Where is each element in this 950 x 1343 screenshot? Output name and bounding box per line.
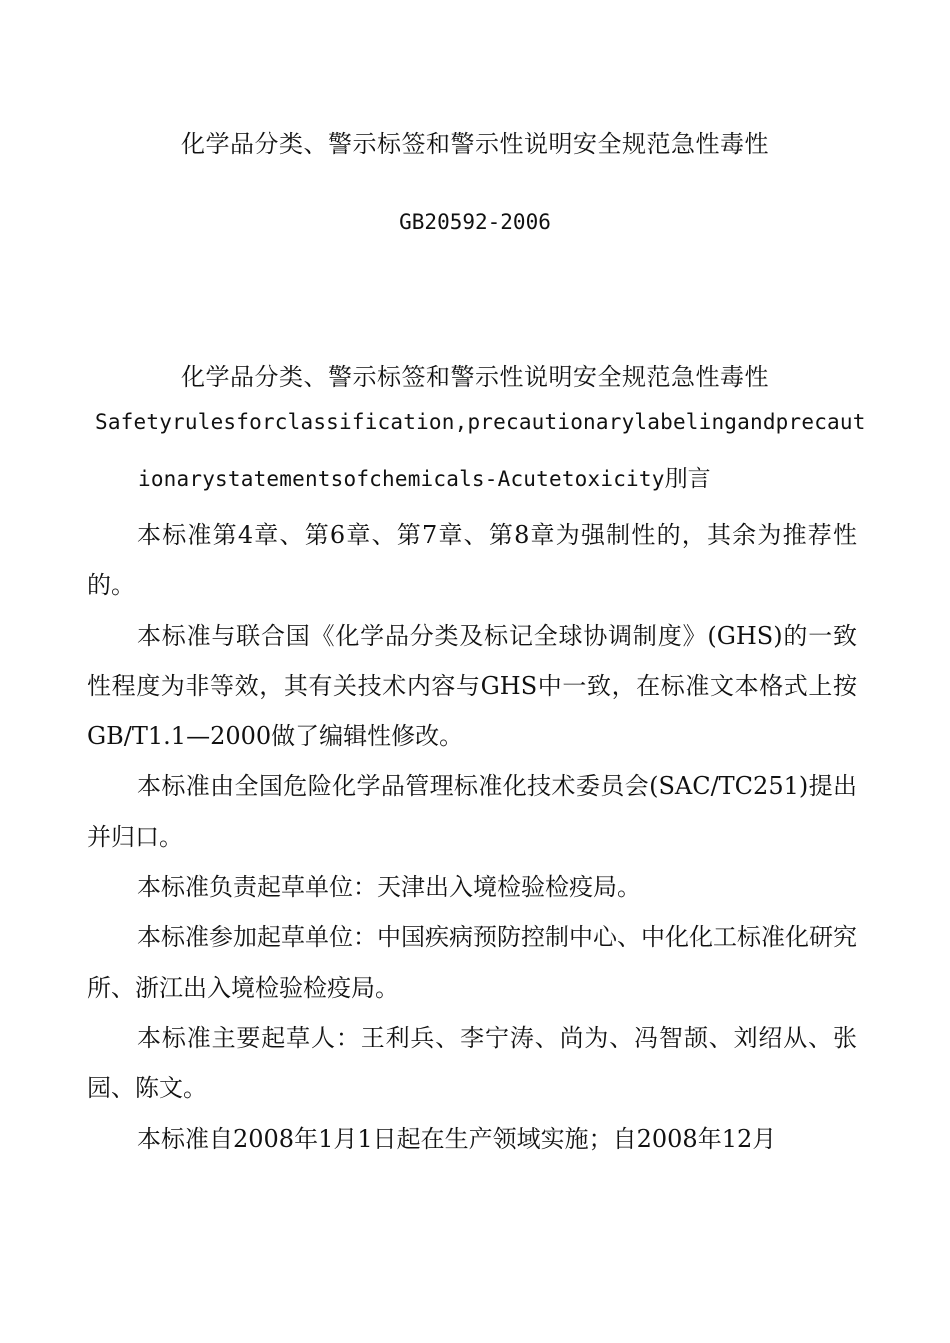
english-title-line-2	[138, 460, 711, 493]
foreword-heading: 刖言	[664, 466, 711, 492]
paragraph-mandatory-chapters: 本标准第4章、第6章、第7章、第8章为强制性的，其余为推荐性的。	[87, 521, 857, 600]
paragraph-implementation-date: 本标准自2008年1月1日起在生产领域实施；自2008年12月	[137, 1124, 777, 1153]
standard-code: GB20592-2006	[399, 210, 551, 234]
paragraph-participating-units: 本标准参加起草单位：中国疾病预防控制中心、中化化工标准化研究所、浙江出入境检验检疫局。	[87, 923, 857, 1002]
cover-title: 化学品分类、警示标签和警示性说明安全规范急性毒性	[181, 363, 769, 391]
english-title-line-2-text: ionarystatementsofchemicals-Acutetoxicity	[138, 467, 665, 491]
paragraph-main-drafters: 本标准主要起草人：王利兵、李宁涛、尚为、冯智颉、刘绍从、张园、陈文。	[87, 1023, 857, 1103]
foreword-body	[87, 510, 857, 1164]
document-title: 化学品分类、警示标签和警示性说明安全规范急性毒性	[181, 130, 769, 158]
paragraph-ghs-consistency: 本标准与联合国《化学品分类及标记全球协调制度》(GHS)的一致性程度为非等效，其有关技术内容与GHS中一致，在标准文本格式上按GB/T1.1—2000做了编辑性修改。	[87, 621, 857, 751]
paragraph-drafting-unit: 本标准负责起草单位：天津出入境检验检疫局。	[137, 873, 641, 902]
paragraph-proposing-committee: 本标准由全国危险化学品管理标准化技术委员会(SAC/TC251)提出并归口。	[87, 772, 857, 851]
english-title-line-1: Safetyrulesforclassification,precautionarylabelingandprecaut	[95, 410, 866, 434]
